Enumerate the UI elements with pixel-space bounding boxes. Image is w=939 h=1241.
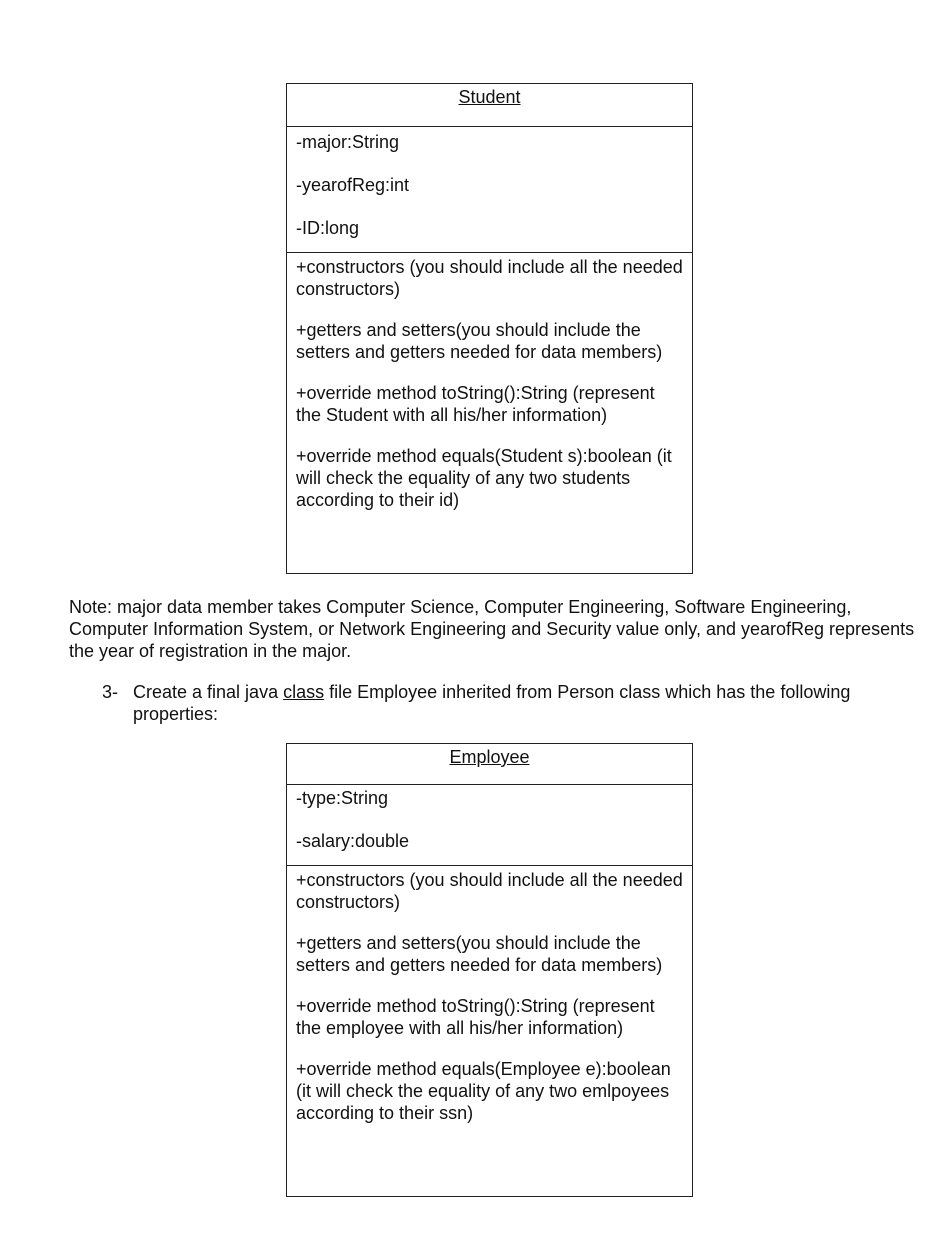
student-attributes	[287, 127, 692, 253]
employee-attribute-salary: -salary:double	[296, 831, 410, 851]
student-method-getters-setters: +getters and setters(you should include the setters and getters needed for data members)	[296, 320, 663, 362]
student-methods	[287, 253, 692, 523]
list-item-number: 3-	[102, 682, 119, 702]
list-item-3	[102, 681, 922, 725]
student-method-constructors: +constructors (you should include all the needed constructors)	[296, 257, 683, 299]
list-item-text-after: file Employee inherited from Person class which has the following properties:	[133, 682, 851, 724]
student-attribute-major: -major:String	[296, 132, 400, 152]
note-paragraph: Note: major data member takes Computer Science, Computer Engineering, Software Engineering, Computer Information System, or Network Engineering and Security value only, and yearofReg represents the year of registration in the major.	[69, 597, 915, 661]
student-class-title: Student	[458, 87, 521, 107]
employee-class-diagram	[286, 743, 693, 1197]
employee-class-header	[287, 744, 692, 785]
employee-attribute-type: -type:String	[296, 788, 389, 808]
employee-method-equals: +override method equals(Employee e):boolean (it will check the equality of any two emlpoyees according to their ssn)	[296, 1059, 671, 1123]
list-item-text-before: Create a final java	[133, 682, 284, 702]
employee-method-constructors: +constructors (you should include all the needed constructors)	[296, 870, 683, 912]
list-item-text	[133, 681, 922, 725]
student-attribute-yearofreg: -yearofReg:int	[296, 175, 410, 195]
employee-method-tostring: +override method toString():String (represent the employee with all his/her information)	[296, 996, 655, 1038]
student-attribute-id: -ID:long	[296, 218, 360, 238]
employee-class-title: Employee	[449, 747, 530, 767]
student-method-equals: +override method equals(Student s):boolean (it will check the equality of any two students according to their id)	[296, 446, 672, 510]
list-item-text-underlined: class	[283, 682, 325, 702]
student-class-header	[287, 84, 692, 127]
employee-methods	[287, 866, 692, 1136]
employee-method-getters-setters: +getters and setters(you should include the setters and getters needed for data members)	[296, 933, 663, 975]
student-method-tostring: +override method toString():String (represent the Student with all his/her information)	[296, 383, 655, 425]
student-class-diagram	[286, 83, 693, 574]
employee-attributes	[287, 785, 692, 866]
